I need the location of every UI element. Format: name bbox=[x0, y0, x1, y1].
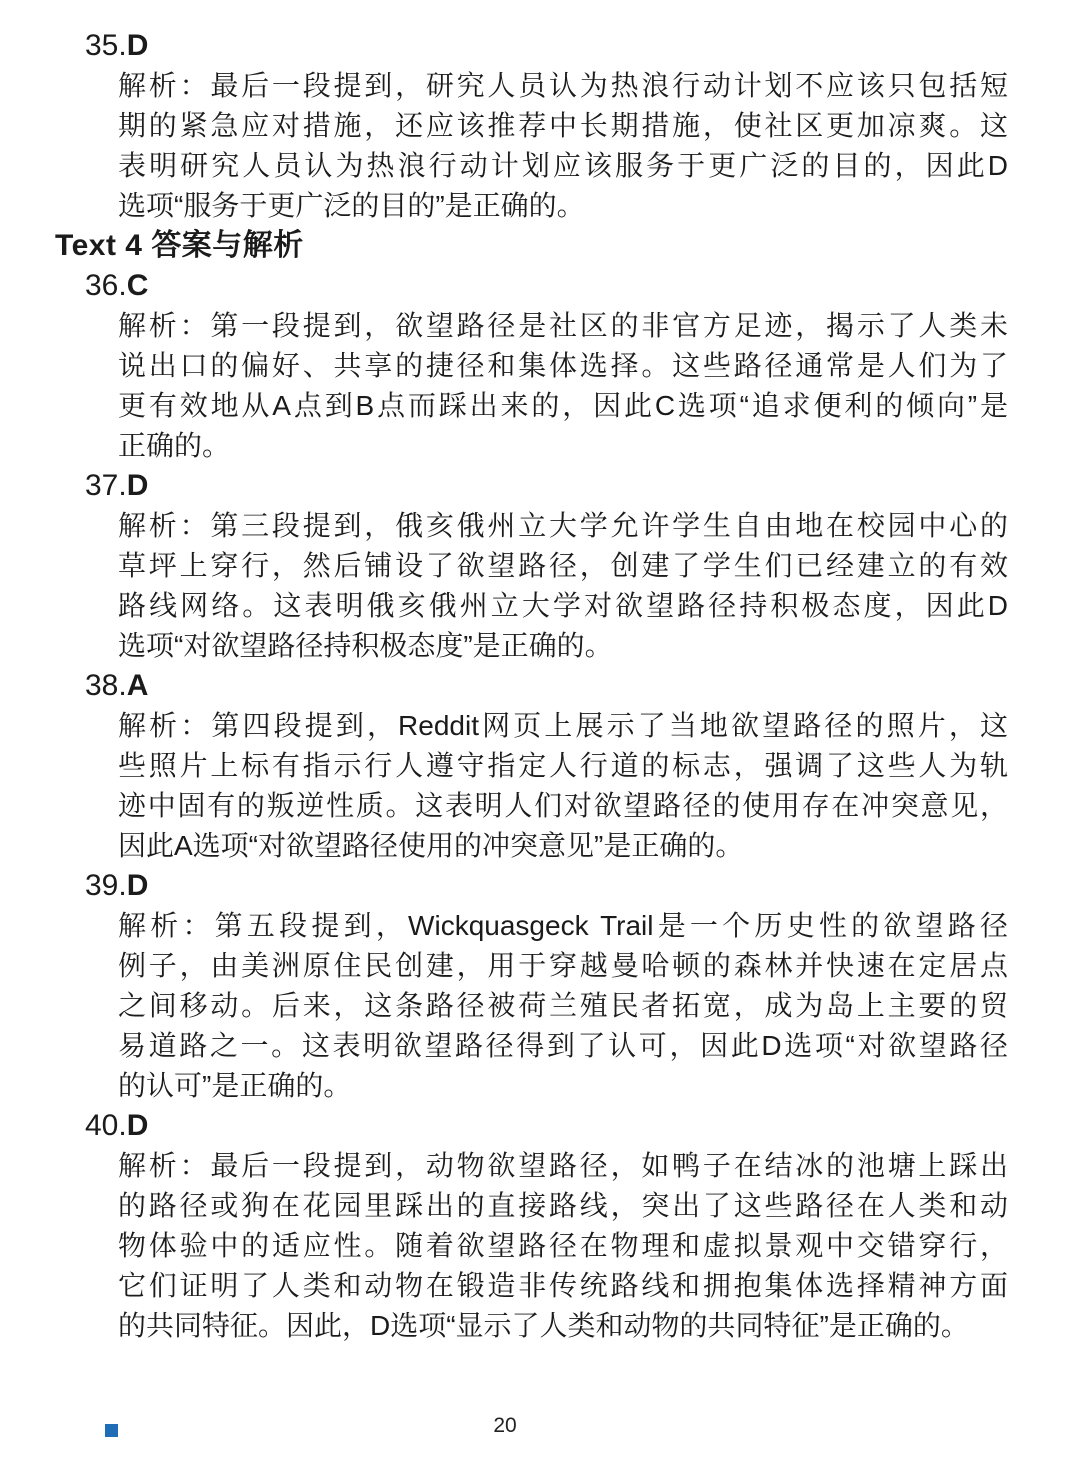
section-heading-text4: Text 4 答案与解析 bbox=[55, 229, 304, 262]
explanation-paragraph-36 bbox=[118, 306, 1008, 466]
question-number-text: 39. bbox=[85, 869, 127, 902]
question-number-35 bbox=[85, 26, 1080, 66]
text-line: 说出口的偏好、共享的捷径和集体选择。这些路径通常是人们为了 bbox=[118, 350, 1008, 381]
question-number-text: 37. bbox=[85, 469, 127, 502]
text-line: 因此A选项“对欲望路径使用的冲突意见”是正确的。 bbox=[118, 830, 744, 861]
explanation-paragraph-35 bbox=[118, 66, 1008, 226]
text-line: 解析：第一段提到，欲望路径是社区的非官方足迹，揭示了人类未 bbox=[118, 310, 1008, 341]
question-number-text: 38. bbox=[85, 669, 127, 702]
text-line: 之间移动。后来，这条路径被荷兰殖民者拓宽，成为岛上主要的贸 bbox=[118, 990, 1008, 1021]
text-line: 些照片上标有指示行人遵守指定人行道的标志，强调了这些人为轨 bbox=[118, 750, 1008, 781]
question-number-text: 40. bbox=[85, 1109, 127, 1142]
answer-letter: D bbox=[126, 469, 149, 502]
answer-item-40 bbox=[0, 1106, 1080, 1346]
explanation-paragraph-40 bbox=[118, 1146, 1008, 1346]
explanation-paragraph-37 bbox=[118, 506, 1008, 666]
text-line: 解析：最后一段提到，研究人员认为热浪行动计划不应该只包括短 bbox=[118, 70, 1008, 101]
answer-item-38 bbox=[0, 666, 1080, 866]
explanation-paragraph-38 bbox=[118, 706, 1008, 866]
text-line: 的认可”是正确的。 bbox=[118, 1070, 352, 1101]
text-line: 物体验中的适应性。随着欲望路径在物理和虚拟景观中交错穿行， bbox=[118, 1230, 1008, 1261]
question-number-38 bbox=[85, 666, 1080, 706]
answer-letter: D bbox=[126, 869, 149, 902]
text-line: 的路径或狗在花园里踩出的直接路线，突出了这些路径在人类和动 bbox=[118, 1190, 1008, 1221]
text-line: 期的紧急应对措施，还应该推荐中长期措施，使社区更加凉爽。这 bbox=[118, 110, 1008, 141]
text-line: 解析：第五段提到，Wickquasgeck Trail是一个历史性的欲望路径 bbox=[118, 910, 1008, 941]
explanation-paragraph-39 bbox=[118, 906, 1008, 1106]
text-line: 解析：最后一段提到，动物欲望路径，如鸭子在结冰的池塘上踩出 bbox=[118, 1150, 1008, 1181]
text-line: 正确的。 bbox=[118, 430, 231, 461]
text-line: 表明研究人员认为热浪行动计划应该服务于更广泛的目的，因此D bbox=[118, 150, 1008, 181]
text-line: 选项“对欲望路径持积极态度”是正确的。 bbox=[118, 630, 613, 661]
question-number-40 bbox=[85, 1106, 1080, 1146]
text-line: 草坪上穿行，然后铺设了欲望路径，创建了学生们已经建立的有效 bbox=[118, 550, 1008, 581]
text-line: 选项“服务于更广泛的目的”是正确的。 bbox=[118, 190, 585, 221]
question-number-text: 35. bbox=[85, 29, 127, 62]
answer-letter: D bbox=[126, 1109, 149, 1142]
answer-item-39 bbox=[0, 866, 1080, 1106]
answer-letter: C bbox=[126, 269, 149, 302]
text-line: 它们证明了人类和动物在锻造非传统路线和拥抱集体选择精神方面 bbox=[118, 1270, 1008, 1301]
text-line: 例子，由美洲原住民创建，用于穿越曼哈顿的森林并快速在定居点 bbox=[118, 950, 1008, 981]
answer-letter: D bbox=[126, 29, 149, 62]
question-number-37 bbox=[85, 466, 1080, 506]
question-number-39 bbox=[85, 866, 1080, 906]
text-line: 易道路之一。这表明欲望路径得到了认可，因此D选项“对欲望路径 bbox=[118, 1030, 1008, 1061]
text-line: 的共同特征。因此，D选项“显示了人类和动物的共同特征”是正确的。 bbox=[118, 1310, 969, 1341]
answer-item-35 bbox=[0, 26, 1080, 226]
text-line: 路线网络。这表明俄亥俄州立大学对欲望路径持积极态度，因此D bbox=[118, 590, 1008, 621]
question-number-text: 36. bbox=[85, 269, 127, 302]
text-line: 解析：第四段提到，Reddit网页上展示了当地欲望路径的照片，这 bbox=[118, 710, 1008, 741]
question-number-36 bbox=[85, 266, 1080, 306]
page-number: 20 bbox=[493, 1414, 517, 1437]
answer-letter: A bbox=[126, 669, 149, 702]
answer-item-37 bbox=[0, 466, 1080, 666]
answer-item-36 bbox=[0, 266, 1080, 466]
text-line: 更有效地从A点到B点而踩出来的，因此C选项“追求便利的倾向”是 bbox=[118, 390, 1008, 421]
text-line: 解析：第三段提到，俄亥俄州立大学允许学生自由地在校园中心的 bbox=[118, 510, 1008, 541]
text-line: 迹中固有的叛逆性质。这表明人们对欲望路径的使用存在冲突意见， bbox=[118, 790, 1008, 821]
